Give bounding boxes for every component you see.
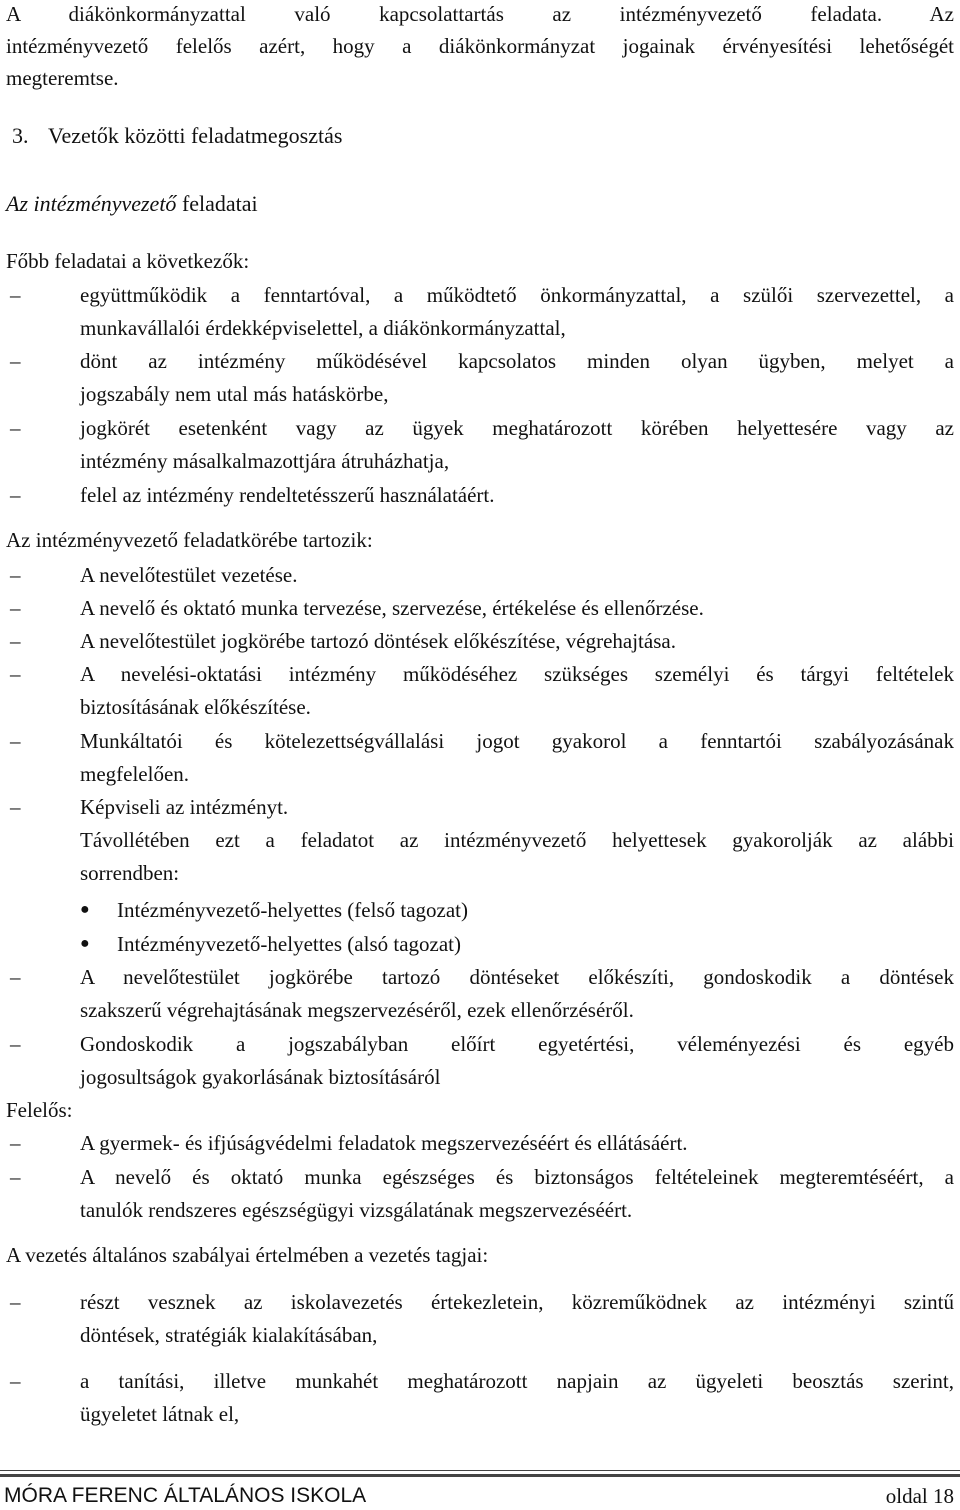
main-task-line: munkavállalói érdekképviselettel, a diákönkormányzattal,: [80, 316, 566, 340]
responsible-line: A nevelő és oktató munka egészséges és biztonságos feltételeinek megteremtéséért, a: [80, 1165, 954, 1189]
scope-line: sorrendben:: [80, 861, 180, 885]
bullet-marker: ●: [80, 935, 90, 952]
main-task-line: jogkörét esetenként vagy az ügyek meghatározott körében helyettesére vagy az: [80, 416, 954, 440]
scope-line: A nevelőtestület jogkörébe tartozó döntéseket előkészíti, gondoskodik a döntések: [80, 965, 954, 989]
footer-page-number: oldal 18: [885, 1484, 954, 1508]
scope-line: A nevelőtestület jogkörébe tartozó döntések előkészítése, végrehajtása.: [80, 629, 676, 653]
dash-marker: –: [10, 1131, 21, 1155]
leadership-line: részt vesznek az iskolavezetés értekezletein, közreműködnek az intézményi szintű: [80, 1290, 954, 1314]
deputy-item: Intézményvezető-helyettes (alsó tagozat): [117, 932, 461, 956]
dash-marker: –: [10, 563, 21, 587]
scope-line: jogosultságok gyakorlásának biztosításáról: [80, 1065, 441, 1089]
subheading: [6, 190, 954, 218]
scope-line: A nevelési-oktatási intézmény működéséhez szükséges személyi és tárgyi feltételek: [80, 662, 954, 686]
main-task-line: együttműködik a fenntartóval, a működtető önkormányzattal, a szülői szervezettel, a: [80, 283, 954, 307]
intro-line-3: megteremtse.: [6, 66, 119, 90]
footer-divider-thick: [0, 1474, 960, 1477]
main-task-line: felel az intézmény rendeltetésszerű használatáért.: [80, 483, 495, 507]
main-tasks-heading: Főbb feladatai a következők:: [6, 249, 250, 273]
dash-marker: –: [10, 662, 21, 686]
intro-line-2: intézményvezető felelős azért, hogy a diákönkormányzat jogainak érvényesítési lehetőségét: [6, 34, 954, 58]
dash-marker: –: [10, 1290, 21, 1314]
subheading-italic: Az intézményvezető: [6, 191, 177, 216]
scope-line: Munkáltatói és kötelezettségvállalási jogot gyakorol a fenntartói szabályozásának: [80, 729, 954, 753]
main-task-line: jogszabály nem utal más hatáskörbe,: [80, 382, 389, 406]
scope-line: szakszerű végrehajtásának megszervezéséről, ezek ellenőrzéséről.: [80, 998, 634, 1022]
leadership-line: ügyeletet látnak el,: [80, 1402, 240, 1426]
subheading-rest: feladatai: [176, 191, 258, 216]
scope-line: A nevelő és oktató munka tervezése, szervezése, értékelése és ellenőrzése.: [80, 596, 704, 620]
intro-line-1: A diákönkormányzattal való kapcsolattartás az intézményvezető feladata. Az: [6, 2, 954, 26]
scope-line: megfelelően.: [80, 762, 190, 786]
dash-marker: –: [10, 349, 21, 373]
section-number: 3.: [12, 123, 29, 148]
scope-line: Távollétében ezt a feladatot az intézményvezető helyettesek gyakorolják az alábbi: [80, 828, 954, 852]
scope-line: Gondoskodik a jogszabályban előírt egyetértési, véleményezési és egyéb: [80, 1032, 954, 1056]
dash-marker: –: [10, 483, 21, 507]
scope-heading: Az intézményvezető feladatkörébe tartozik:: [6, 528, 373, 552]
dash-marker: –: [10, 1032, 21, 1056]
responsible-line: tanulók rendszeres egészségügyi vizsgálatának megszervezéséért.: [80, 1198, 633, 1222]
dash-marker: –: [10, 1369, 21, 1393]
dash-marker: –: [10, 729, 21, 753]
leadership-line: döntések, stratégiák kialakításában,: [80, 1323, 378, 1347]
scope-line: A nevelőtestület vezetése.: [80, 563, 298, 587]
scope-line: biztosításának előkészítése.: [80, 695, 311, 719]
responsible-line: A gyermek- és ifjúságvédelmi feladatok megszervezéséért és ellátásáért.: [80, 1131, 688, 1155]
responsible-heading: Felelős:: [6, 1098, 73, 1122]
dash-marker: –: [10, 1165, 21, 1189]
scope-line: Képviseli az intézményt.: [80, 795, 289, 819]
dash-marker: –: [10, 795, 21, 819]
bullet-marker: ●: [80, 901, 90, 918]
dash-marker: –: [10, 283, 21, 307]
main-task-line: intézmény másalkalmazottjára átruházhatja,: [80, 449, 450, 473]
leadership-heading: A vezetés általános szabályai értelmében a vezetés tagjai:: [6, 1243, 489, 1267]
dash-marker: –: [10, 416, 21, 440]
section-title: Vezetők közötti feladatmegosztás: [48, 123, 343, 148]
footer-school-name: MÓRA FERENC ÁLTALÁNOS ISKOLA: [4, 1484, 367, 1507]
footer-divider: [0, 1470, 960, 1471]
dash-marker: –: [10, 629, 21, 653]
dash-marker: –: [10, 596, 21, 620]
main-task-line: dönt az intézmény működésével kapcsolatos minden olyan ügyben, melyet a: [80, 349, 954, 373]
deputy-item: Intézményvezető-helyettes (felső tagozat): [117, 898, 468, 922]
dash-marker: –: [10, 965, 21, 989]
leadership-line: a tanítási, illetve munkahét meghatározott napjain az ügyeleti beosztás szerint,: [80, 1369, 954, 1393]
